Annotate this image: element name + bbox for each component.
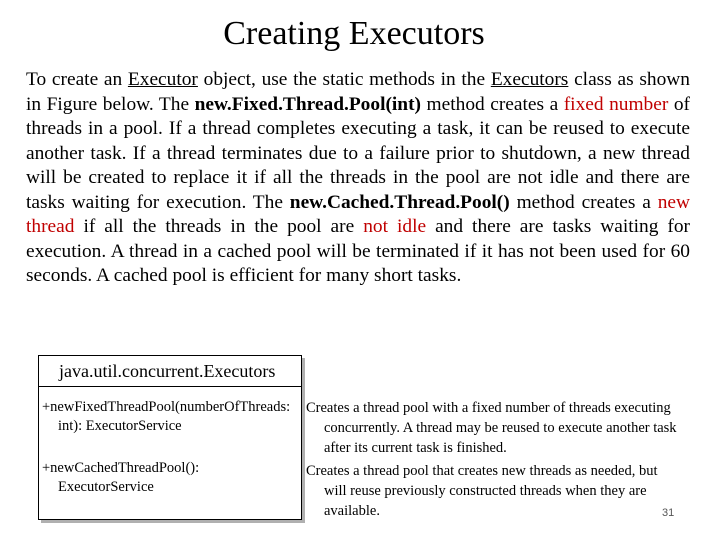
slide-title: Creating Executors <box>223 15 485 52</box>
body-text-segment: To create an <box>26 69 128 90</box>
body-text-segment: object, use the static methods in the <box>197 69 491 90</box>
fixed-number-highlight: fixed number <box>563 93 669 115</box>
executor-term: Executor <box>127 69 198 90</box>
description-line: will reuse previously constructed threads when they are <box>324 483 647 499</box>
uml-method-return: ExecutorService <box>58 479 154 495</box>
uml-class-name: java.util.concurrent.Executors <box>39 356 301 387</box>
not-idle-highlight: not idle <box>363 216 427 237</box>
description-line: Creates a thread pool with a fixed number of threads executing <box>306 400 671 416</box>
uml-method-signature: +newCachedThreadPool(): <box>42 460 200 476</box>
page-number: 31 <box>662 507 675 519</box>
uml-method-fixed-thread-pool <box>42 398 290 436</box>
body-text-segment: of threads in a pool. If a thread completes executing a task, it can be reused to execute another task. If a thread terminates due to a failure prior to shutdown, a new thread will be created to replace it if all the threads in the pool are not idle and there are tasks waiting for execution. The <box>26 93 691 213</box>
uml-method-return: int): ExecutorService <box>58 418 182 434</box>
description-line: available. <box>324 503 380 519</box>
uml-class-diagram <box>38 355 302 520</box>
fixed-thread-pool-description <box>306 398 677 458</box>
body-text-segment: and there are tasks waiting for execution. A thread in a cached pool will be terminated if it has not been used for 60 seconds. A cached pool is efficient for many short tasks. <box>26 216 691 286</box>
body-text-segment: class as shown in Figure below. The <box>26 69 690 115</box>
cached-thread-pool-method: new.Cached.Thread.Pool() <box>289 191 510 213</box>
executors-term: Executors <box>490 69 569 90</box>
slide-body-paragraph <box>26 68 690 289</box>
uml-method-signature: +newFixedThreadPool(numberOfThreads: <box>42 399 291 415</box>
new-thread-highlight: new thread <box>26 191 690 237</box>
body-text-segment: if all the threads in the pool are <box>74 216 364 237</box>
description-line: after its current task is finished. <box>324 440 507 456</box>
cached-thread-pool-description <box>306 461 657 521</box>
body-text-segment: method creates a <box>421 93 564 115</box>
body-text-segment: method creates a <box>509 191 658 213</box>
uml-method-cached-thread-pool <box>42 459 199 497</box>
fixed-thread-pool-method: new.Fixed.Thread.Pool(int) <box>194 93 422 115</box>
description-line: concurrently. A thread may be reused to execute another task <box>324 420 677 436</box>
description-line: Creates a thread pool that creates new threads as needed, but <box>306 463 658 479</box>
